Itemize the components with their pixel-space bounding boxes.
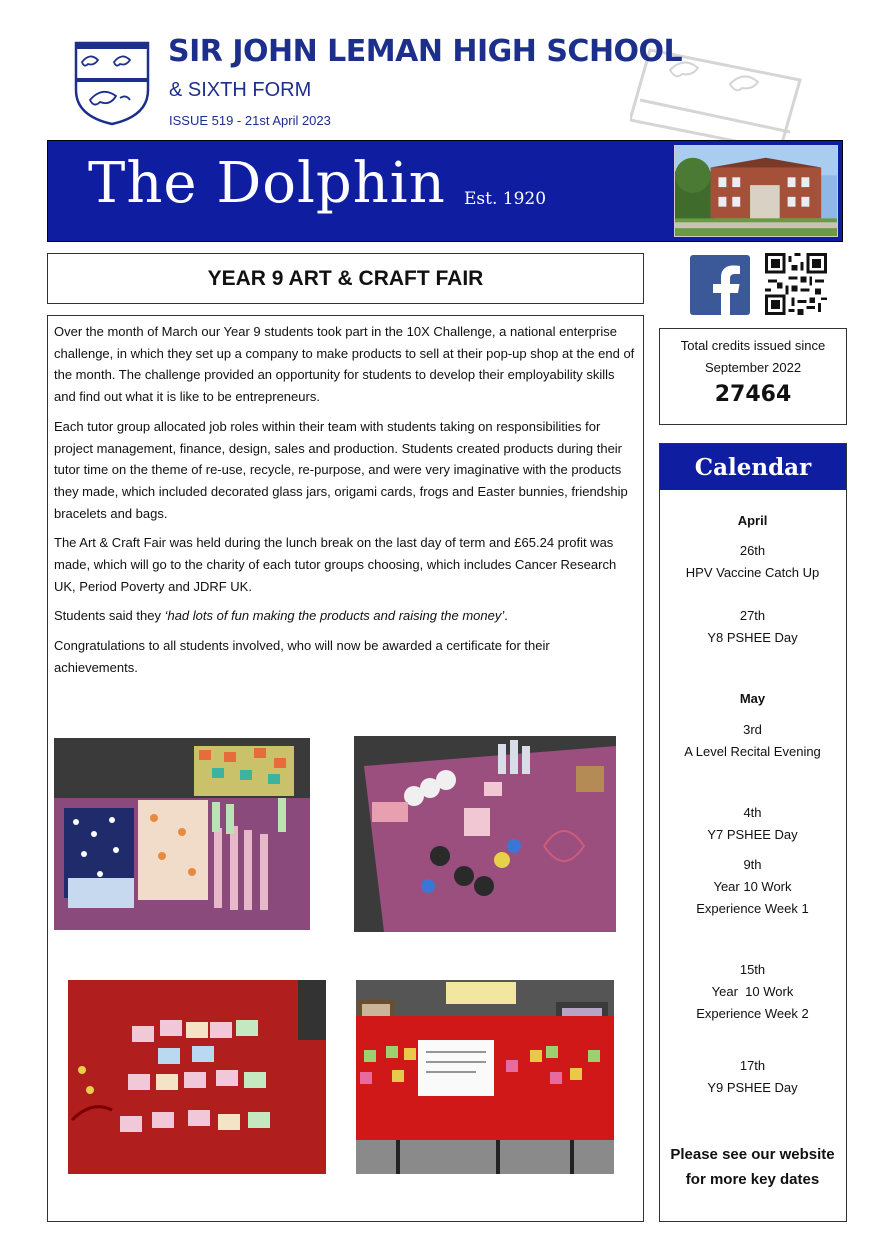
article-closing: Congratulations to all students involved, who will now be awarded a certificate for their achievements. xyxy=(54,638,550,675)
credits-box xyxy=(659,328,847,425)
masthead-banner xyxy=(47,140,843,242)
calendar-event-name: Y9 PSHEE Day xyxy=(707,1080,798,1095)
issue-line: ISSUE 519 - 21st April 2023 xyxy=(169,113,331,128)
article-paragraph: Over the month of March our Year 9 students took part in the 10X Challenge, a national enterprise challenge, in which they set up a company to make products to sell at their pop-up shop at the end of the month. The challenge provided an opportunity for students to develop their employability skills and find out what it is like to be entrepreneurs. xyxy=(54,324,635,405)
calendar-event-date: 26th xyxy=(739,543,766,558)
article-paragraph: The Art & Craft Fair was held during the lunch break on the last day of term and £65.24 profit was made, which will go to the charity of each tutor groups choosing, which includes Cancer Research UK, Period Poverty and JDRF UK. xyxy=(54,535,617,594)
calendar-event-date: 15th xyxy=(739,962,766,977)
calendar-event-name: Year 10 Work Experience Week 2 xyxy=(696,984,809,1021)
credits-label: Total credits issued since September 2022 xyxy=(680,338,826,375)
calendar-event-name: HPV Vaccine Catch Up xyxy=(685,565,820,580)
qr-code-icon[interactable] xyxy=(764,253,828,315)
calendar-event xyxy=(660,719,845,763)
article-headline: YEAR 9 ART & CRAFT FAIR xyxy=(207,266,484,290)
calendar-event xyxy=(660,802,845,846)
calendar-event xyxy=(660,540,845,584)
calendar-event xyxy=(660,605,845,649)
newsletter-title: The Dolphin xyxy=(88,151,446,216)
student-quote: ‘had lots of fun making the products and raising the money’ xyxy=(164,608,505,624)
calendar-event xyxy=(660,1055,845,1099)
school-name: SIR JOHN LEMAN HIGH SCHOOL xyxy=(168,34,683,69)
article-headline-box xyxy=(47,253,644,304)
calendar-event-date: 17th xyxy=(739,1058,766,1073)
craft-photo-aprons xyxy=(54,738,310,930)
craft-photo-pompoms xyxy=(354,736,616,932)
calendar-month-april: April xyxy=(737,513,768,528)
calendar-event-date: 3rd xyxy=(743,722,762,737)
sixth-form-label: & SIXTH FORM xyxy=(169,79,312,101)
school-crest-logo xyxy=(72,40,152,126)
website-note: Please see our website for more key dates xyxy=(670,1146,835,1188)
calendar-event-name: A Level Recital Evening xyxy=(684,744,821,759)
established-label: Est. 1920 xyxy=(464,189,547,209)
article-paragraph: Each tutor group allocated job roles within their team with students taking on responsibilities for project management, finance, design, sales and production. Students created products during their tutor time on the theme of re-use, recycle, re-purpose, and were very imaginative with the products they made, which included decorated glass jars, origami cards, frogs and Easter bunnies, friendship bracelets and bags. xyxy=(54,418,628,521)
calendar-month-may: May xyxy=(739,691,766,706)
calendar-event-date: 9th xyxy=(743,857,762,872)
quote-intro: Students said they xyxy=(54,608,165,624)
facebook-f-glyph xyxy=(690,255,750,315)
school-building-photo xyxy=(674,145,838,237)
facebook-icon[interactable] xyxy=(690,255,750,315)
craft-photo-bunnies xyxy=(68,980,326,1174)
calendar-title: Calendar xyxy=(660,444,846,490)
calendar-panel xyxy=(659,443,847,1222)
article-body xyxy=(54,321,636,687)
quote-end: . xyxy=(504,608,508,624)
article-box xyxy=(47,315,644,1222)
calendar-event-date: 27th xyxy=(739,608,766,623)
calendar-event xyxy=(660,959,845,1025)
calendar-event-name: Y8 PSHEE Day xyxy=(707,630,798,645)
calendar-event-name: Y7 PSHEE Day xyxy=(707,827,798,842)
craft-photo-jars xyxy=(356,980,614,1174)
calendar-event-name: Year 10 Work Experience Week 1 xyxy=(696,879,809,916)
calendar-event xyxy=(660,854,845,920)
student-quote-paragraph xyxy=(54,605,636,627)
credits-value: 27464 xyxy=(714,382,792,407)
calendar-event-date: 4th xyxy=(743,805,762,820)
